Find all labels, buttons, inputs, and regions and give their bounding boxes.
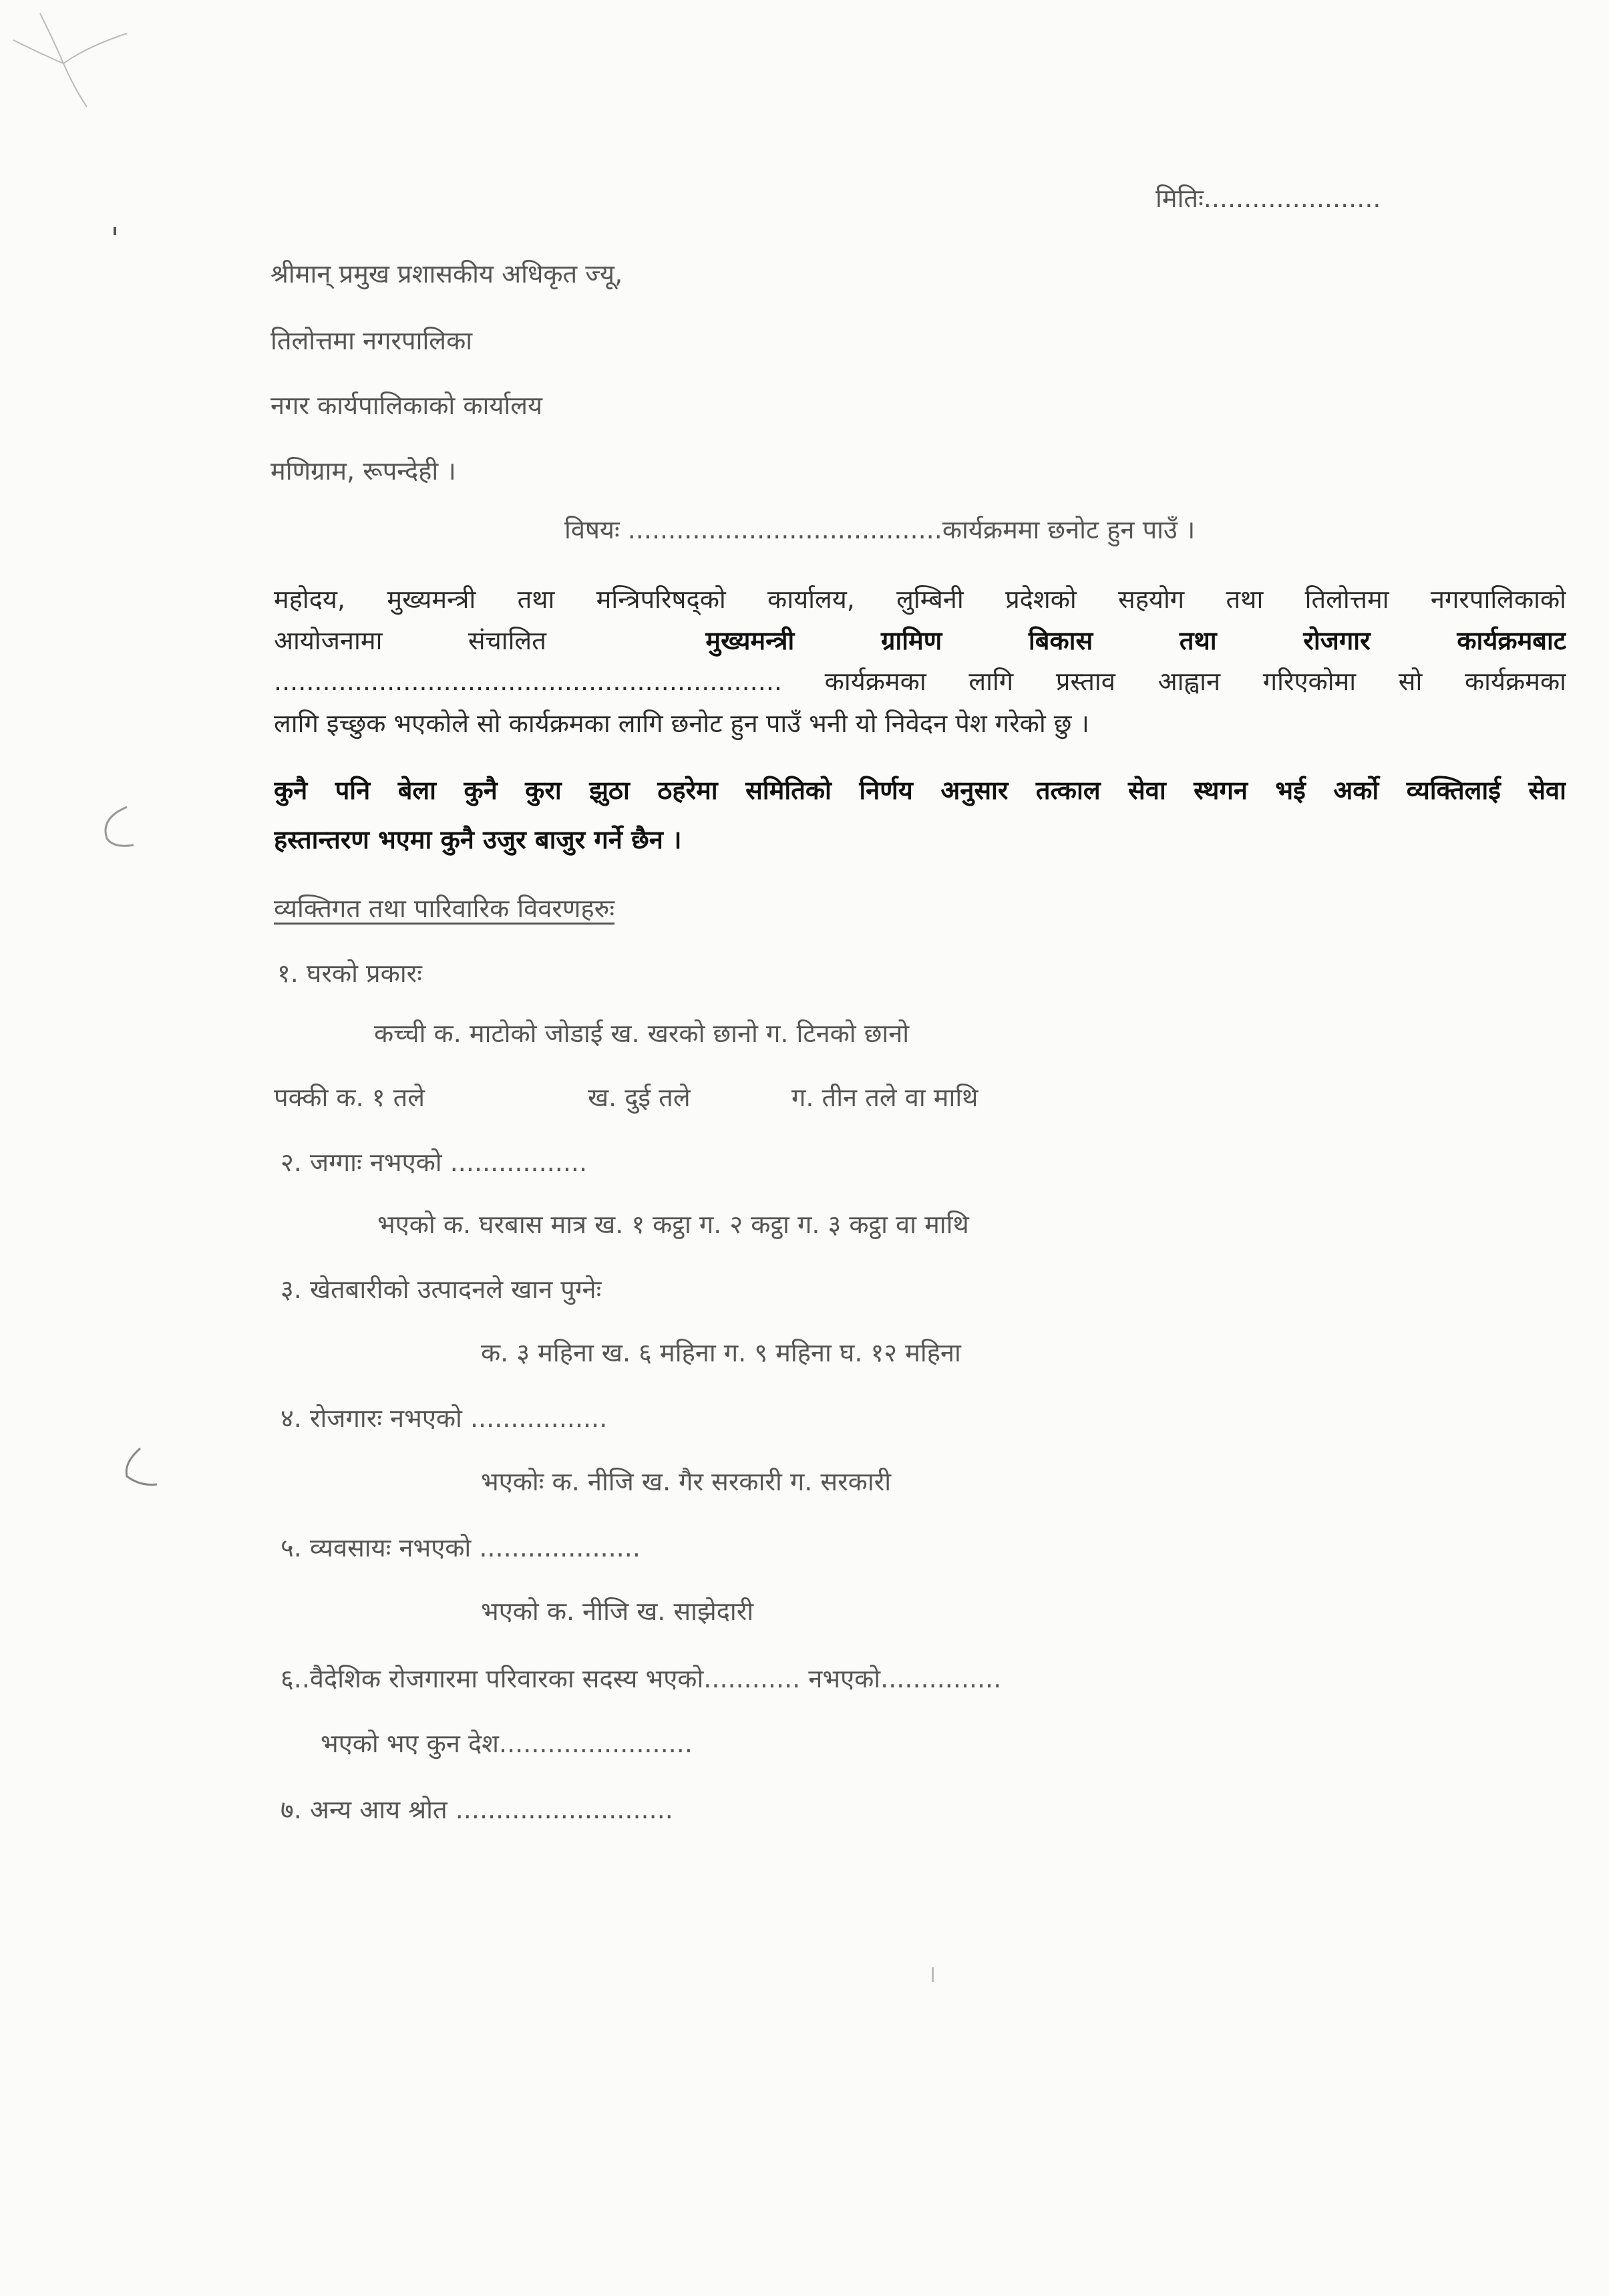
land-options: भएको क. घरबास मात्र ख. १ कट्ठा ग. २ कट्ठा ग. ३ कट्ठा वा माथि (377, 1210, 969, 1239)
business-options: भएको क. नीजि ख. साझेदारी (481, 1597, 754, 1626)
house-type-label: १. घरको प्रकारः (277, 959, 422, 988)
body-para-line-3: ............................................................... कार्यक्रमका लागि प्रस्ताव आह्वान गरिएकोमा सो कार्यक्रमका (274, 667, 1566, 696)
foreign-employment-country: भएको भए कुन देश........................ (321, 1729, 693, 1758)
body-para-line-2 (274, 624, 1566, 657)
house-pakki-option-c: ग. तीन तले वा माथि (791, 1083, 978, 1112)
body-para-line-1: महोदय, मुख्यमन्त्री तथा मन्त्रिपरिषद्को कार्यालय, लुम्बिनी प्रदेशको सहयोग तथा तिलोत्तमा नगरपालिकाको (274, 585, 1566, 614)
employment-label: ४. रोजगारः नभएको ................. (281, 1404, 608, 1433)
scan-speck (932, 1967, 934, 1982)
employment-options: भएकोः क. नीजि ख. गैर सरकारी ग. सरकारी (481, 1467, 892, 1496)
business-label: ५. व्यवसायः नभएको .................... (281, 1533, 641, 1563)
address-line-2: तिलोत्तमा नगरपालिका (271, 326, 473, 355)
scan-mark-left-1 (87, 802, 147, 855)
foreign-employment-label: ६..वैदेशिक रोजगारमा परिवारका सदस्य भएको............ नभएको............... (281, 1664, 1002, 1693)
house-pakki-option-a: पक्की क. १ तले (274, 1083, 425, 1112)
body-para-line-2-bold: मुख्यमन्त्री ग्रामिण बिकास तथा रोजगार कार्यक्रमबाट (705, 626, 1566, 655)
subject-line: विषयः .......................................कार्यक्रममा छनोट हुन पाउँ । (564, 515, 1196, 544)
body-para-line-2-normal: आयोजनामा संचालित (274, 626, 546, 655)
declaration-line-1: कुनै पनि बेला कुनै कुरा झुठा ठहरेमा समितिको निर्णय अनुसार तत्काल सेवा स्थगन भई अर्को व्यक्तिलाई सेवा (274, 776, 1566, 805)
house-kachchi-options: कच्ची क. माटोको जोडाई ख. खरको छानो ग. टिनको छानो (374, 1019, 910, 1048)
scan-mark-top-left (0, 0, 147, 120)
section-title: व्यक्तिगत तथा पारिवारिक विवरणहरुः (274, 894, 615, 923)
address-line-1: श्रीमान् प्रमुख प्रशासकीय अधिकृत ज्यू, (271, 259, 623, 289)
land-label: २. जग्गाः नभएको ................. (281, 1148, 588, 1177)
body-para-line-4: लागि इच्छुक भएकोले सो कार्यक्रमका लागि छनोट हुन पाउँ भनी यो निवेदन पेश गरेको छु । (274, 709, 1089, 738)
farm-production-options: क. ३ महिना ख. ६ महिना ग. ९ महिना घ. १२ महिना (481, 1338, 961, 1367)
other-income-label: ७. अन्य आय श्रोत ........................... (281, 1795, 673, 1824)
farm-production-label: ३. खेतबारीको उत्पादनले खान पुग्नेः (281, 1275, 602, 1304)
address-line-4: मणिग्राम, रूपन्देही । (271, 456, 456, 486)
scan-dot (114, 227, 116, 235)
house-pakki-option-b: ख. दुई तले (588, 1083, 691, 1112)
date-field: मितिः...................... (1155, 184, 1381, 213)
declaration-line-2: हस्तान्तरण भएमा कुनै उजुर बाजुर गर्ने छैन । (274, 825, 682, 854)
scan-mark-left-2 (107, 1443, 167, 1496)
address-line-3: नगर कार्यपालिकाको कार्यालय (271, 391, 543, 420)
